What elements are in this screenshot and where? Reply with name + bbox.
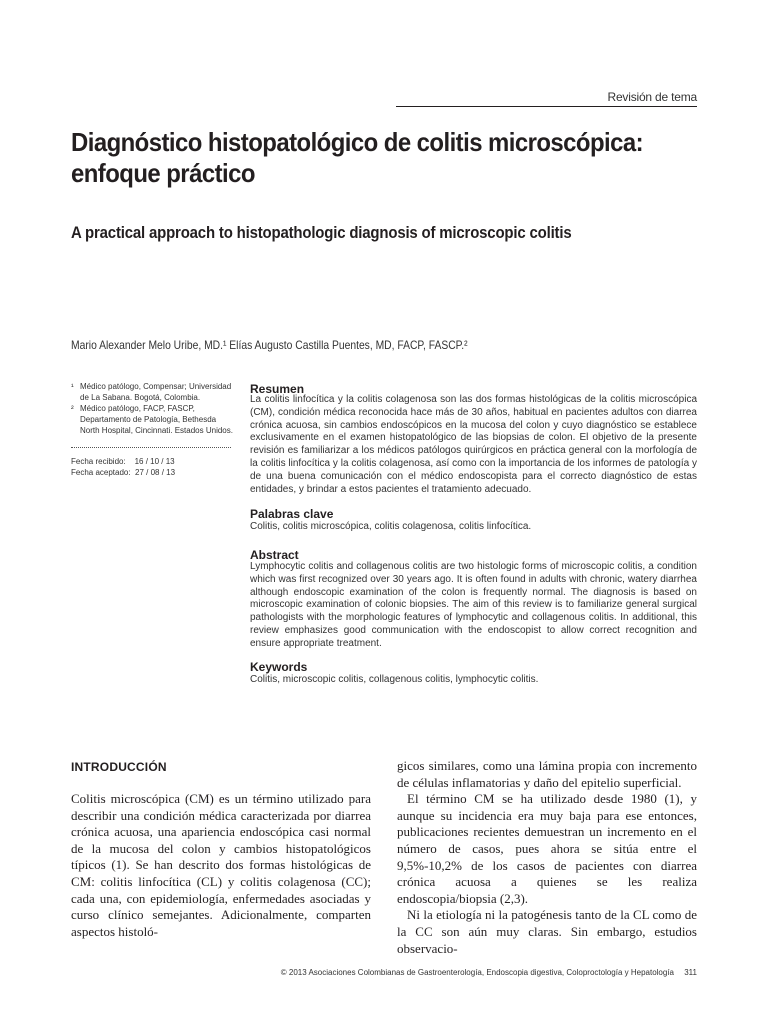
- affiliation-1: [71, 381, 236, 403]
- palabras-clave-text: Colitis, colitis microscópica, colitis colagenosa, colitis linfocítica.: [250, 521, 532, 532]
- page-footer: [281, 968, 697, 977]
- resumen-text: La colitis linfocítica y la colitis colagenosa son las dos formas histológicas de la colitis microscópica (CM), condición médica reconocida hace más de 30 años, habitual en pacientes adultos con diarrea crónica acuosa, sin cambios endoscópicos en la mucosa del colon y cuyo diagnóstico se establece exclusivamente en el examen histopatológico de las biopsias de colon. El objetivo de la presente revisión es familiarizar a los médicos patólogos quirúrgicos en práctica general con la morfología de la colitis linfocítica y la colitis colagenosa, así como con la importancia de los informes de patología y de una buena comunicación con el médico endoscopista para el correcto diagnóstico de estas entidades, y brindar a estos pacientes el tratamiento adecuado.: [250, 394, 697, 495]
- body-paragraph: gicos similares, como una lámina propia con incremento de células inflamatorias y daño del epitelio superficial.: [397, 758, 697, 790]
- affiliation-number: ¹: [71, 382, 74, 391]
- keywords-heading: Keywords: [250, 660, 308, 674]
- article-dates: [71, 456, 175, 478]
- body-paragraph: Ni la etiología ni la patogénesis tanto de la CL como de la CC son aún muy claras. Sin embargo, estudios observacio-: [397, 907, 697, 956]
- article-title: Diagnóstico histopatológico de colitis microscópica: enfoque práctico: [71, 127, 644, 188]
- keywords-text: Colitis, microscopic colitis, collagenous colitis, lymphocytic colitis.: [250, 674, 539, 685]
- body-right-column: [397, 758, 697, 957]
- author-line: Mario Alexander Melo Uribe, MD.¹ Elías Augusto Castilla Puentes, MD, FACP, FASCP.²: [71, 338, 468, 352]
- affiliation-text: Médico patólogo, Compensar; Universidad de La Sabana. Bogotá, Colombia.: [80, 382, 232, 402]
- body-paragraph: El término CM se ha utilizado desde 1980 (1), y aunque su incidencia era muy baja para ese entonces, publicaciones recientes demuestran un incremento en el número de casos, pues ahora se sitúa entre el 9,5%-10,2% de los casos de pacientes con diarrea crónica acuosa a quienes se les realiza endoscopia/biopsia (2,3).: [397, 791, 697, 906]
- body-left-column: [71, 791, 371, 940]
- dotted-divider: [71, 447, 231, 448]
- affiliation-text: Médico patólogo, FACP, FASCP, Departamento de Patología, Bethesda North Hospital, Cincinnati. Estados Unidos.: [80, 404, 233, 435]
- section-label: Revisión de tema: [607, 90, 697, 104]
- introduction-heading: INTRODUCCIÓN: [71, 760, 167, 774]
- date-received: Fecha recibido: 16 / 10 / 13: [71, 457, 175, 466]
- resumen-heading: Resumen: [250, 382, 305, 396]
- body-paragraph: Colitis microscópica (CM) es un término utilizado para describir una condición médica caracterizada por diarrea crónica acuosa, una apariencia endoscópica casi normal de la mucosa del colon y cambios histopatológicos típicos (1). Se han descrito dos formas histológicas de CM: colitis linfocítica (CL) y colitis colagenosa (CC); cada una, con epidemiología, enfermedades asociadas y curso clínico semejantes. Adicionalmente, comparten aspectos histoló-: [71, 791, 371, 939]
- abstract-text: Lymphocytic colitis and collagenous colitis are two histologic forms of microscopic colitis, a condition which was first recognized over 30 years ago. It is often found in adults with chronic, watery diarrhea although endoscopic examination of the colon is frequently normal. The diagnosis is based on microscopic examination of colonic biopsies. The aim of this review is to familiarize general surgical pathologists with the morphologic features of lymphocytic and collagenous colitis. In additional, this review emphasizes good communication with the endoscopist to allow correct recognition and ensure appropriate treatment.: [250, 561, 697, 649]
- copyright-text: © 2013 Asociaciones Colombianas de Gastroenterología, Endoscopia digestiva, Coloproctología y Hepatología: [280, 968, 674, 977]
- affiliation-2: [71, 403, 236, 436]
- affiliation-number: ²: [71, 404, 74, 413]
- date-accepted: Fecha aceptado: 27 / 08 / 13: [71, 468, 176, 477]
- abstract-heading: Abstract: [250, 548, 299, 562]
- palabras-clave-heading: Palabras clave: [250, 507, 334, 521]
- header-rule: [396, 106, 697, 107]
- article-subtitle: A practical approach to histopathologic diagnosis of microscopic colitis: [71, 223, 572, 242]
- page-number: 311: [684, 968, 697, 977]
